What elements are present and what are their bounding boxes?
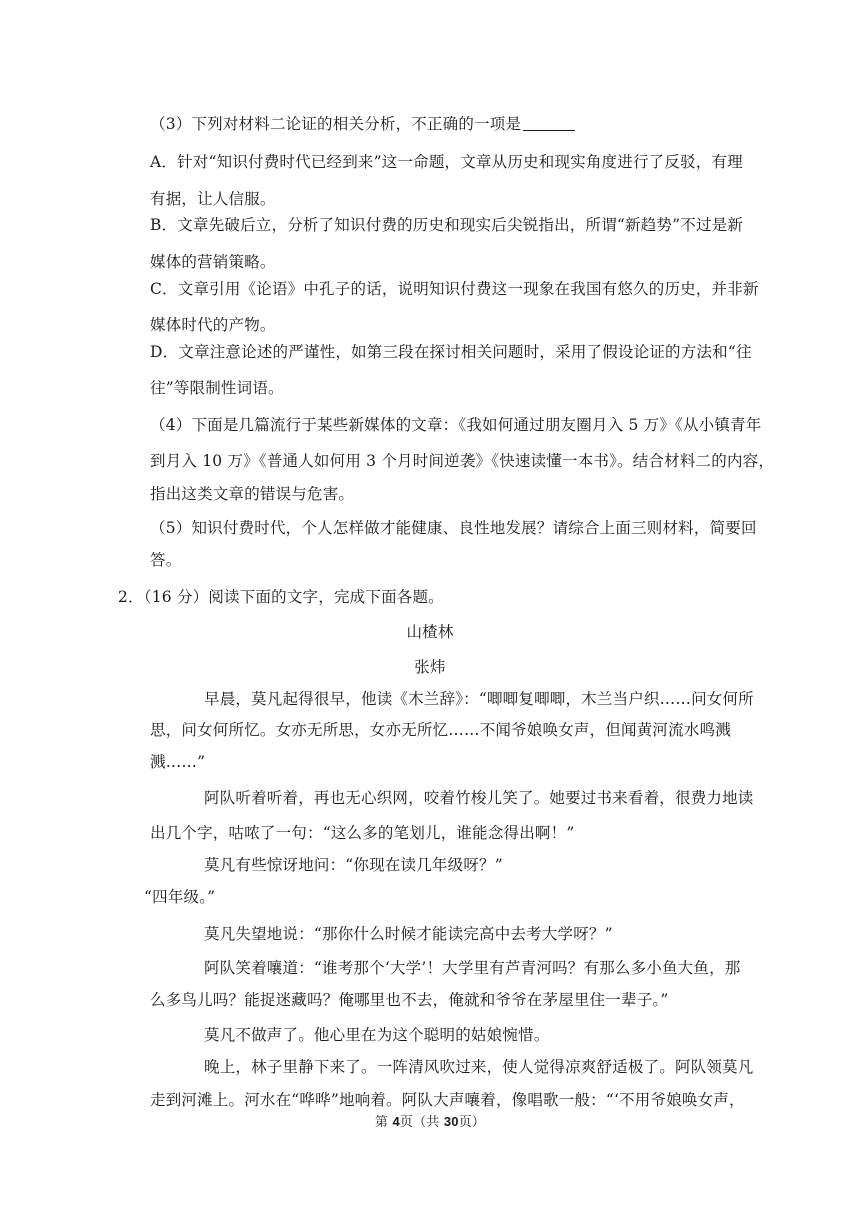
story-p2-line-1: 阿队听着听着，再也无心织网，咬着竹梭儿笑了。她要过书来看着，很费力地读 [204, 789, 754, 807]
q3-stem [150, 114, 575, 134]
q3-option-d-line-1: D．文章注意论述的严谨性，如第三段在探讨相关问题时，采用了假设论证的方法和“往 [150, 343, 752, 361]
footer-middle: 页（共 [399, 1115, 444, 1130]
story-p2-line-2: 出几个字，咕哝了一句：“这么多的笔划儿，谁能念得出啊！” [150, 824, 575, 842]
footer-suffix: 页） [458, 1115, 486, 1130]
page-footer [130, 1112, 730, 1133]
story-p4: “四年级。” [144, 888, 216, 906]
q4-line-1: （4）下面是几篇流行于某些新媒体的文章：《我如何通过朋友圈月入 5 万》《从小镇青年 [150, 416, 762, 434]
q5-line-1: （5）知识付费时代，个人怎样做才能健康、良性地发展？请综合上面三则材料，简要回 [150, 519, 757, 537]
q4-line-3: 指出这类文章的错误与危害。 [150, 485, 355, 503]
q3-option-c-line-2: 媒体时代的产物。 [150, 316, 276, 334]
story-p6-line-2: 么多鸟儿吗？能捉迷藏吗？俺哪里也不去，俺就和爷爷在茅屋里住一辈子。” [150, 991, 669, 1009]
q3-option-a-line-2: 有据，让人信服。 [150, 190, 276, 208]
question-2-header: 2．（16 分）阅读下面的文字，完成下面各题。 [118, 588, 444, 606]
q3-option-b-line-2: 媒体的营销策略。 [150, 253, 276, 271]
footer-prefix: 第 [374, 1115, 393, 1130]
q3-stem-text: （3）下列对材料二论证的相关分析，不正确的一项是 [150, 115, 522, 133]
story-p7: 莫凡不做声了。他心里在为这个聪明的姑娘惋惜。 [204, 1026, 550, 1044]
footer-total-pages: 30 [443, 1114, 459, 1129]
q3-option-d-line-2: 往”等限制性词语。 [150, 379, 284, 397]
story-p1-line-1: 早晨，莫凡起得很早，他读《木兰辞》：“唧唧复唧唧，木兰当户织……问女何所 [204, 690, 754, 708]
story-title: 山楂林 [406, 623, 454, 641]
story-p1-line-3: 溅……” [150, 753, 206, 771]
footer-page-number: 4 [392, 1114, 400, 1129]
story-p1-line-2: 思，问女何所忆。女亦无所思，女亦无所忆……不闻爷娘唤女声，但闻黄河流水鸣溅 [150, 721, 731, 739]
story-p5: 莫凡失望地说：“那你什么时候才能读完高中去考大学呀？” [204, 925, 613, 943]
story-p3: 莫凡有些惊讶地问：“你现在读几年级呀？” [204, 856, 503, 874]
q3-option-c-line-1: C．文章引用《论语》中孔子的话，说明知识付费这一现象在我国有悠久的历史，并非新 [150, 280, 759, 298]
q4-line-2: 到月入 10 万》《普通人如何用 3 个月时间逆袭》《快速读懂一本书》。结合材料二的内容， [150, 452, 775, 470]
q3-option-a-line-1: A．针对“知识付费时代已经到来”这一命题，文章从历史和现实角度进行了反驳，有理 [150, 153, 743, 171]
story-p6-line-1: 阿队笑着嚷道：“谁考那个‘大学’！大学里有芦青河吗？有那么多小鱼大鱼，那 [204, 959, 741, 977]
story-author: 张炜 [414, 658, 446, 676]
story-p8-line-2: 走到河滩上。河水在“哗哗”地响着。阿队大声嚷着，像唱歌一般：“‘不用爷娘唤女声， [150, 1091, 745, 1109]
answer-blank [523, 115, 575, 131]
q3-option-b-line-1: B．文章先破后立，分析了知识付费的历史和现实后尖锐指出，所谓“新趋势”不过是新 [150, 216, 744, 234]
story-p8-line-1: 晚上，林子里静下来了。一阵清风吹过来，使人觉得凉爽舒适极了。阿队领莫凡 [204, 1058, 754, 1076]
q5-line-2: 答。 [150, 551, 182, 569]
